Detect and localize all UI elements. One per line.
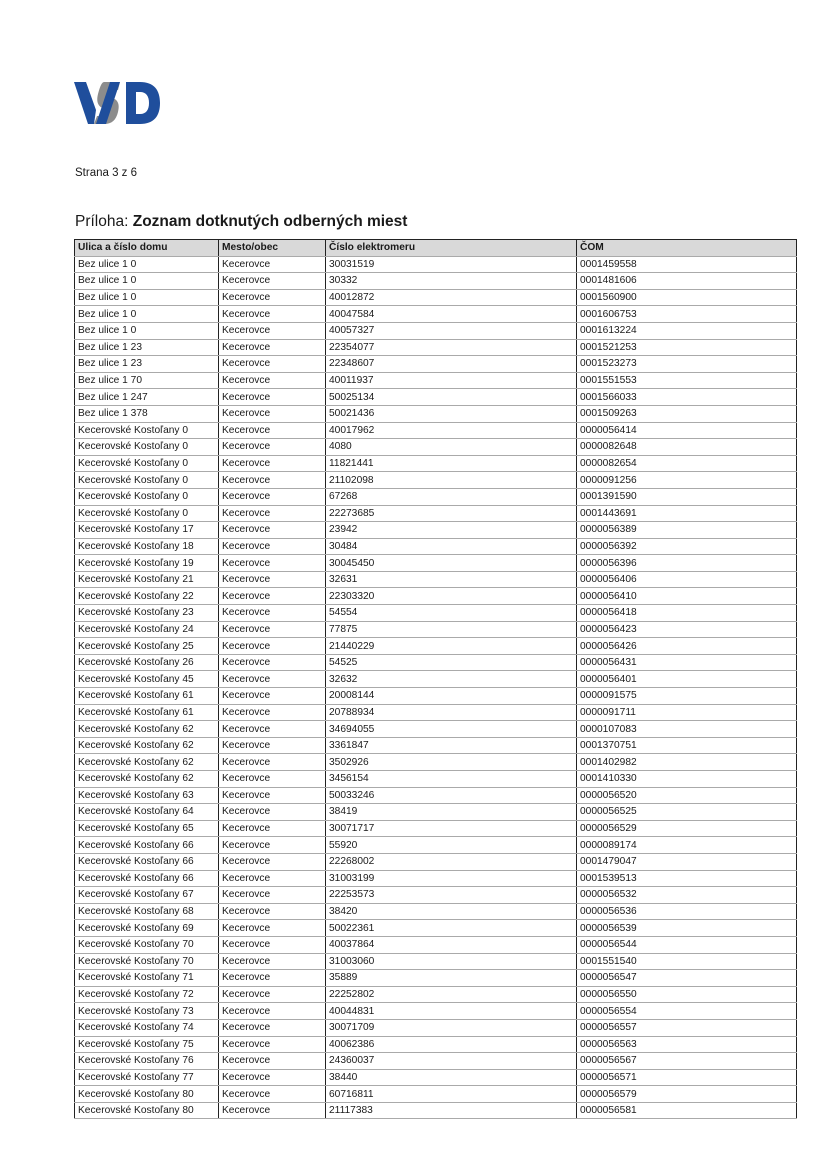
cell-street: Kecerovské Kostoľany 76 xyxy=(75,1053,219,1070)
cell-city: Kecerovce xyxy=(219,306,326,323)
cell-street: Kecerovské Kostoľany 24 xyxy=(75,621,219,638)
cell-com: 0000056554 xyxy=(577,1003,797,1020)
cell-com: 0001613224 xyxy=(577,322,797,339)
table-row xyxy=(75,306,797,323)
cell-meter-number: 50022361 xyxy=(326,920,577,937)
cell-street: Kecerovské Kostoľany 80 xyxy=(75,1102,219,1119)
cell-city: Kecerovce xyxy=(219,405,326,422)
cell-street: Kecerovské Kostoľany 62 xyxy=(75,771,219,788)
cell-meter-number: 22303320 xyxy=(326,588,577,605)
cell-meter-number: 77875 xyxy=(326,621,577,638)
cell-city: Kecerovce xyxy=(219,671,326,688)
table-row xyxy=(75,820,797,837)
table-row xyxy=(75,389,797,406)
table-row xyxy=(75,688,797,705)
cell-meter-number: 35889 xyxy=(326,970,577,987)
cell-street: Kecerovské Kostoľany 21 xyxy=(75,571,219,588)
cell-com: 0001479047 xyxy=(577,853,797,870)
cell-com: 0000056392 xyxy=(577,538,797,555)
cell-com: 0000056431 xyxy=(577,654,797,671)
table-row xyxy=(75,1036,797,1053)
cell-street: Kecerovské Kostoľany 0 xyxy=(75,488,219,505)
cell-street: Bez ulice 1 23 xyxy=(75,356,219,373)
table-row xyxy=(75,671,797,688)
cell-city: Kecerovce xyxy=(219,804,326,821)
table-row xyxy=(75,422,797,439)
table-row xyxy=(75,1069,797,1086)
table-row xyxy=(75,787,797,804)
cell-city: Kecerovce xyxy=(219,721,326,738)
table-row xyxy=(75,970,797,987)
cell-city: Kecerovce xyxy=(219,256,326,273)
table-row xyxy=(75,936,797,953)
cell-meter-number: 40011937 xyxy=(326,372,577,389)
heading-title: Zoznam dotknutých odberných miest xyxy=(132,213,408,230)
cell-city: Kecerovce xyxy=(219,389,326,406)
column-header-street: Ulica a číslo domu xyxy=(75,240,219,257)
cell-street: Kecerovské Kostoľany 22 xyxy=(75,588,219,605)
table-row xyxy=(75,903,797,920)
cell-com: 0000056547 xyxy=(577,970,797,987)
cell-street: Bez ulice 1 0 xyxy=(75,306,219,323)
cell-street: Bez ulice 1 0 xyxy=(75,273,219,290)
cell-city: Kecerovce xyxy=(219,1036,326,1053)
cell-city: Kecerovce xyxy=(219,322,326,339)
cell-city: Kecerovce xyxy=(219,488,326,505)
cell-com: 0001606753 xyxy=(577,306,797,323)
cell-meter-number: 20788934 xyxy=(326,704,577,721)
cell-com: 0000056581 xyxy=(577,1102,797,1119)
cell-city: Kecerovce xyxy=(219,936,326,953)
cell-street: Kecerovské Kostoľany 66 xyxy=(75,853,219,870)
cell-com: 0001523273 xyxy=(577,356,797,373)
cell-city: Kecerovce xyxy=(219,1069,326,1086)
cell-meter-number: 3361847 xyxy=(326,737,577,754)
table-row xyxy=(75,837,797,854)
cell-meter-number: 38440 xyxy=(326,1069,577,1086)
cell-meter-number: 32631 xyxy=(326,571,577,588)
table-body xyxy=(75,256,797,1119)
cell-meter-number: 30031519 xyxy=(326,256,577,273)
cell-meter-number: 54525 xyxy=(326,654,577,671)
cell-meter-number: 38420 xyxy=(326,903,577,920)
cell-com: 0001539513 xyxy=(577,870,797,887)
table-row xyxy=(75,289,797,306)
cell-city: Kecerovce xyxy=(219,505,326,522)
cell-meter-number: 11821441 xyxy=(326,455,577,472)
table-row xyxy=(75,1019,797,1036)
cell-com: 0000082654 xyxy=(577,455,797,472)
cell-com: 0000056579 xyxy=(577,1086,797,1103)
cell-meter-number: 3456154 xyxy=(326,771,577,788)
cell-city: Kecerovce xyxy=(219,605,326,622)
table-row xyxy=(75,870,797,887)
cell-street: Kecerovské Kostoľany 75 xyxy=(75,1036,219,1053)
cell-street: Kecerovské Kostoľany 70 xyxy=(75,936,219,953)
column-header-com: ČOM xyxy=(577,240,797,257)
cell-meter-number: 21117383 xyxy=(326,1102,577,1119)
cell-city: Kecerovce xyxy=(219,439,326,456)
cell-street: Kecerovské Kostoľany 23 xyxy=(75,605,219,622)
cell-street: Bez ulice 1 0 xyxy=(75,289,219,306)
cell-com: 0000056418 xyxy=(577,605,797,622)
cell-meter-number: 32632 xyxy=(326,671,577,688)
table-row xyxy=(75,455,797,472)
table-row xyxy=(75,522,797,539)
cell-com: 0001560900 xyxy=(577,289,797,306)
cell-com: 0000056410 xyxy=(577,588,797,605)
table-header-row xyxy=(75,240,797,257)
cell-com: 0000056525 xyxy=(577,804,797,821)
cell-street: Kecerovské Kostoľany 19 xyxy=(75,555,219,572)
table-row xyxy=(75,605,797,622)
cell-meter-number: 30484 xyxy=(326,538,577,555)
table-row xyxy=(75,887,797,904)
cell-street: Kecerovské Kostoľany 0 xyxy=(75,472,219,489)
table-row xyxy=(75,488,797,505)
cell-street: Kecerovské Kostoľany 80 xyxy=(75,1086,219,1103)
cell-street: Bez ulice 1 70 xyxy=(75,372,219,389)
cell-com: 0000056539 xyxy=(577,920,797,937)
cell-city: Kecerovce xyxy=(219,887,326,904)
cell-com: 0000056567 xyxy=(577,1053,797,1070)
cell-street: Kecerovské Kostoľany 17 xyxy=(75,522,219,539)
cell-meter-number: 40037864 xyxy=(326,936,577,953)
cell-city: Kecerovce xyxy=(219,737,326,754)
cell-city: Kecerovce xyxy=(219,1102,326,1119)
cell-city: Kecerovce xyxy=(219,1053,326,1070)
cell-meter-number: 22252802 xyxy=(326,986,577,1003)
cell-city: Kecerovce xyxy=(219,356,326,373)
table-row xyxy=(75,704,797,721)
table-row xyxy=(75,721,797,738)
table-row xyxy=(75,571,797,588)
cell-street: Kecerovské Kostoľany 64 xyxy=(75,804,219,821)
cell-meter-number: 50033246 xyxy=(326,787,577,804)
cell-street: Kecerovské Kostoľany 0 xyxy=(75,422,219,439)
cell-com: 0000091575 xyxy=(577,688,797,705)
table-row xyxy=(75,986,797,1003)
table-row xyxy=(75,256,797,273)
cell-city: Kecerovce xyxy=(219,1086,326,1103)
table-row xyxy=(75,621,797,638)
cell-meter-number: 22253573 xyxy=(326,887,577,904)
cell-city: Kecerovce xyxy=(219,654,326,671)
cell-com: 0000056423 xyxy=(577,621,797,638)
cell-city: Kecerovce xyxy=(219,289,326,306)
cell-com: 0001443691 xyxy=(577,505,797,522)
table-row xyxy=(75,356,797,373)
cell-street: Bez ulice 1 0 xyxy=(75,322,219,339)
table-row xyxy=(75,771,797,788)
cell-city: Kecerovce xyxy=(219,870,326,887)
cell-com: 0000056557 xyxy=(577,1019,797,1036)
table-row xyxy=(75,804,797,821)
cell-street: Kecerovské Kostoľany 77 xyxy=(75,1069,219,1086)
cell-meter-number: 30045450 xyxy=(326,555,577,572)
table-row xyxy=(75,505,797,522)
cell-com: 0001481606 xyxy=(577,273,797,290)
cell-meter-number: 55920 xyxy=(326,837,577,854)
cell-com: 0001551540 xyxy=(577,953,797,970)
cell-city: Kecerovce xyxy=(219,771,326,788)
cell-street: Kecerovské Kostoľany 0 xyxy=(75,439,219,456)
page-number: Strana 3 z 6 xyxy=(75,167,138,179)
cell-city: Kecerovce xyxy=(219,688,326,705)
cell-street: Kecerovské Kostoľany 62 xyxy=(75,721,219,738)
table-row xyxy=(75,472,797,489)
cell-street: Kecerovské Kostoľany 67 xyxy=(75,887,219,904)
cell-meter-number: 40057327 xyxy=(326,322,577,339)
cell-street: Kecerovské Kostoľany 74 xyxy=(75,1019,219,1036)
cell-street: Kecerovské Kostoľany 61 xyxy=(75,688,219,705)
cell-city: Kecerovce xyxy=(219,1019,326,1036)
cell-com: 0000056571 xyxy=(577,1069,797,1086)
affected-points-table xyxy=(74,239,797,1119)
cell-city: Kecerovce xyxy=(219,853,326,870)
table-row xyxy=(75,555,797,572)
cell-com: 0000056406 xyxy=(577,571,797,588)
cell-meter-number: 21440229 xyxy=(326,638,577,655)
cell-meter-number: 21102098 xyxy=(326,472,577,489)
cell-com: 0000056426 xyxy=(577,638,797,655)
cell-street: Kecerovské Kostoľany 26 xyxy=(75,654,219,671)
cell-city: Kecerovce xyxy=(219,555,326,572)
cell-street: Kecerovské Kostoľany 73 xyxy=(75,1003,219,1020)
cell-com: 0000089174 xyxy=(577,837,797,854)
cell-meter-number: 40017962 xyxy=(326,422,577,439)
cell-meter-number: 22348607 xyxy=(326,356,577,373)
cell-meter-number: 23942 xyxy=(326,522,577,539)
cell-com: 0000056520 xyxy=(577,787,797,804)
cell-com: 0001521253 xyxy=(577,339,797,356)
table-row xyxy=(75,588,797,605)
table-row xyxy=(75,439,797,456)
cell-street: Kecerovské Kostoľany 62 xyxy=(75,754,219,771)
cell-com: 0000056563 xyxy=(577,1036,797,1053)
cell-com: 0000082648 xyxy=(577,439,797,456)
cell-street: Kecerovské Kostoľany 71 xyxy=(75,970,219,987)
table-row xyxy=(75,273,797,290)
table-row xyxy=(75,405,797,422)
cell-com: 0000091711 xyxy=(577,704,797,721)
cell-meter-number: 50021436 xyxy=(326,405,577,422)
cell-city: Kecerovce xyxy=(219,522,326,539)
cell-street: Kecerovské Kostoľany 18 xyxy=(75,538,219,555)
cell-com: 0001370751 xyxy=(577,737,797,754)
cell-meter-number: 3502926 xyxy=(326,754,577,771)
cell-meter-number: 34694055 xyxy=(326,721,577,738)
cell-city: Kecerovce xyxy=(219,571,326,588)
table-row xyxy=(75,372,797,389)
cell-meter-number: 4080 xyxy=(326,439,577,456)
table-row xyxy=(75,953,797,970)
cell-street: Kecerovské Kostoľany 68 xyxy=(75,903,219,920)
cell-com: 0000056544 xyxy=(577,936,797,953)
column-header-meter-number: Číslo elektromeru xyxy=(326,240,577,257)
cell-com: 0000056401 xyxy=(577,671,797,688)
table-row xyxy=(75,654,797,671)
cell-com: 0001391590 xyxy=(577,488,797,505)
document-heading xyxy=(75,213,407,231)
cell-com: 0001566033 xyxy=(577,389,797,406)
table-row xyxy=(75,1003,797,1020)
cell-com: 0000107083 xyxy=(577,721,797,738)
cell-com: 0000091256 xyxy=(577,472,797,489)
cell-street: Kecerovské Kostoľany 69 xyxy=(75,920,219,937)
cell-com: 0000056414 xyxy=(577,422,797,439)
cell-street: Bez ulice 1 0 xyxy=(75,256,219,273)
cell-street: Kecerovské Kostoľany 0 xyxy=(75,455,219,472)
cell-street: Kecerovské Kostoľany 25 xyxy=(75,638,219,655)
cell-city: Kecerovce xyxy=(219,787,326,804)
cell-street: Kecerovské Kostoľany 66 xyxy=(75,870,219,887)
cell-meter-number: 50025134 xyxy=(326,389,577,406)
cell-com: 0000056536 xyxy=(577,903,797,920)
table-row xyxy=(75,538,797,555)
cell-city: Kecerovce xyxy=(219,820,326,837)
vsd-logo xyxy=(74,80,160,126)
cell-meter-number: 30071717 xyxy=(326,820,577,837)
table-row xyxy=(75,638,797,655)
table-row xyxy=(75,754,797,771)
table-row xyxy=(75,339,797,356)
cell-meter-number: 40012872 xyxy=(326,289,577,306)
cell-city: Kecerovce xyxy=(219,920,326,937)
cell-com: 0000056529 xyxy=(577,820,797,837)
cell-street: Bez ulice 1 378 xyxy=(75,405,219,422)
cell-city: Kecerovce xyxy=(219,422,326,439)
cell-street: Kecerovské Kostoľany 0 xyxy=(75,505,219,522)
cell-meter-number: 67268 xyxy=(326,488,577,505)
table-row xyxy=(75,737,797,754)
cell-meter-number: 24360037 xyxy=(326,1053,577,1070)
cell-city: Kecerovce xyxy=(219,339,326,356)
cell-meter-number: 40044831 xyxy=(326,1003,577,1020)
cell-city: Kecerovce xyxy=(219,754,326,771)
cell-com: 0000056396 xyxy=(577,555,797,572)
logo-v-shape xyxy=(74,82,96,124)
cell-city: Kecerovce xyxy=(219,538,326,555)
cell-street: Kecerovské Kostoľany 62 xyxy=(75,737,219,754)
cell-meter-number: 31003060 xyxy=(326,953,577,970)
cell-city: Kecerovce xyxy=(219,372,326,389)
cell-city: Kecerovce xyxy=(219,621,326,638)
cell-city: Kecerovce xyxy=(219,1003,326,1020)
cell-com: 0001551553 xyxy=(577,372,797,389)
cell-com: 0001402982 xyxy=(577,754,797,771)
heading-prefix: Príloha: xyxy=(75,213,133,230)
table-row xyxy=(75,1102,797,1119)
cell-street: Kecerovské Kostoľany 70 xyxy=(75,953,219,970)
table-row xyxy=(75,1053,797,1070)
table-row xyxy=(75,1086,797,1103)
cell-city: Kecerovce xyxy=(219,986,326,1003)
cell-meter-number: 31003199 xyxy=(326,870,577,887)
cell-city: Kecerovce xyxy=(219,273,326,290)
cell-com: 0000056389 xyxy=(577,522,797,539)
cell-com: 0001509263 xyxy=(577,405,797,422)
cell-street: Bez ulice 1 23 xyxy=(75,339,219,356)
cell-city: Kecerovce xyxy=(219,472,326,489)
cell-meter-number: 38419 xyxy=(326,804,577,821)
cell-meter-number: 40062386 xyxy=(326,1036,577,1053)
cell-city: Kecerovce xyxy=(219,638,326,655)
cell-meter-number: 30332 xyxy=(326,273,577,290)
cell-meter-number: 30071709 xyxy=(326,1019,577,1036)
cell-city: Kecerovce xyxy=(219,953,326,970)
table-row xyxy=(75,920,797,937)
cell-city: Kecerovce xyxy=(219,455,326,472)
cell-meter-number: 22354077 xyxy=(326,339,577,356)
cell-city: Kecerovce xyxy=(219,704,326,721)
cell-street: Kecerovské Kostoľany 45 xyxy=(75,671,219,688)
cell-city: Kecerovce xyxy=(219,970,326,987)
cell-meter-number: 40047584 xyxy=(326,306,577,323)
cell-city: Kecerovce xyxy=(219,837,326,854)
logo-d-shape xyxy=(126,82,160,124)
cell-meter-number: 60716811 xyxy=(326,1086,577,1103)
cell-street: Kecerovské Kostoľany 63 xyxy=(75,787,219,804)
cell-com: 0000056532 xyxy=(577,887,797,904)
cell-meter-number: 22268002 xyxy=(326,853,577,870)
cell-com: 0001459558 xyxy=(577,256,797,273)
cell-street: Bez ulice 1 247 xyxy=(75,389,219,406)
cell-city: Kecerovce xyxy=(219,903,326,920)
cell-meter-number: 54554 xyxy=(326,605,577,622)
cell-com: 0000056550 xyxy=(577,986,797,1003)
column-header-city: Mesto/obec xyxy=(219,240,326,257)
table-row xyxy=(75,322,797,339)
cell-street: Kecerovské Kostoľany 72 xyxy=(75,986,219,1003)
cell-meter-number: 22273685 xyxy=(326,505,577,522)
cell-street: Kecerovské Kostoľany 66 xyxy=(75,837,219,854)
cell-city: Kecerovce xyxy=(219,588,326,605)
cell-street: Kecerovské Kostoľany 61 xyxy=(75,704,219,721)
cell-com: 0001410330 xyxy=(577,771,797,788)
table-row xyxy=(75,853,797,870)
cell-street: Kecerovské Kostoľany 65 xyxy=(75,820,219,837)
cell-meter-number: 20008144 xyxy=(326,688,577,705)
